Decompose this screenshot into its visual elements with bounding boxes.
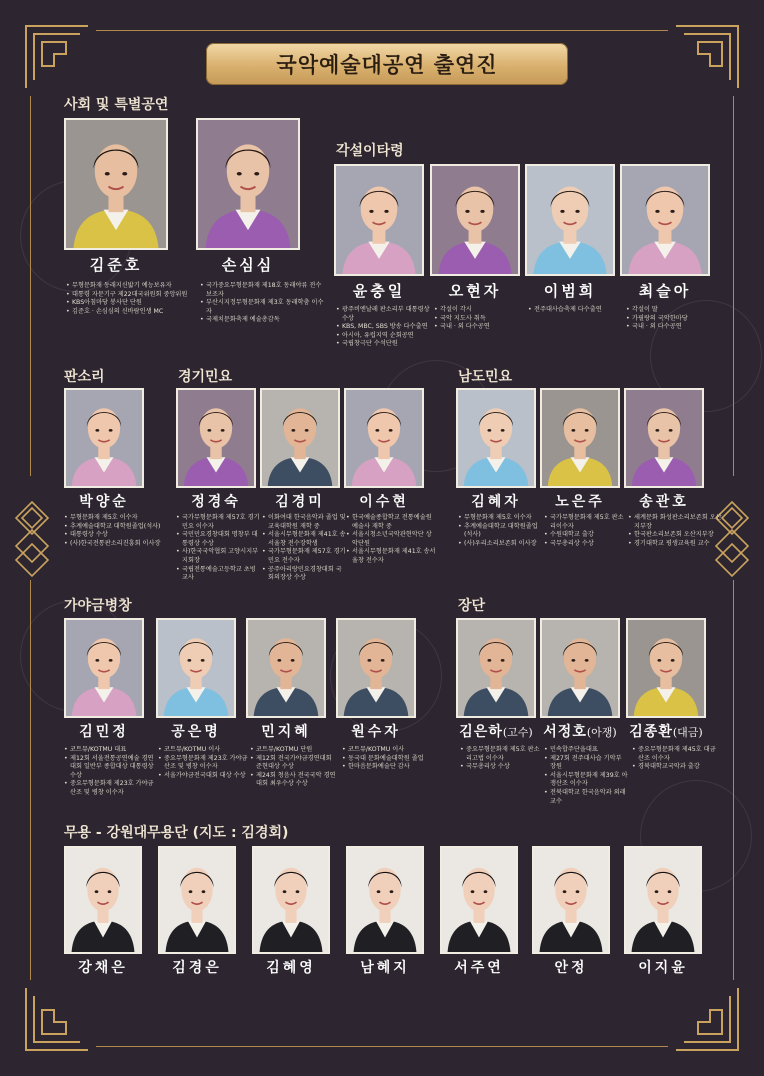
performer-name-text: 최슬아: [638, 282, 692, 300]
bio-item: • 국악 지도사 취득: [434, 315, 524, 324]
performer-photo: [246, 618, 326, 718]
performer-bio: [544, 746, 629, 806]
performer-role: (대금): [672, 726, 703, 739]
performer-photo: [64, 846, 142, 954]
performer-photo: [64, 118, 168, 250]
performer-photo: [540, 618, 620, 718]
performer-photo: [260, 388, 340, 488]
performer-name: [614, 957, 712, 977]
bio-item: • 경기대학교 평생교육원 교수: [628, 540, 723, 549]
performer-name: [242, 957, 340, 977]
bio-item: • 서울시무형문화재 제41호 송서율창 전수장학생: [262, 531, 347, 548]
frame-bottom-line: [96, 1046, 668, 1047]
bio-item: • 대통령 자문기구 제22대국위원회 중앙위원: [66, 291, 196, 300]
title-banner: [206, 43, 568, 85]
performer-name: [614, 491, 714, 511]
frame-left-line: [30, 580, 31, 980]
performer-name-text: 송관호: [639, 494, 689, 510]
corner-ornament-bottom-right: [672, 984, 742, 1054]
performer-card-pansori-0: [64, 388, 144, 488]
performer-card-namdo-0: [456, 388, 536, 488]
performer-name: [430, 957, 528, 977]
performer-name-text: 서주연: [454, 960, 504, 976]
section-label-dance: 무용 - 강원대무용단 (지도 : 김경회): [64, 825, 289, 841]
bio-item: • 제24회 청음사 전국국악 경연대회 최우수상 수상: [250, 772, 338, 789]
bio-item: • 제12회 전국가야금경연대회 준현대상 수상: [250, 755, 338, 772]
performer-bio: [626, 306, 716, 332]
bio-item: • 국립창극단 수석단원: [336, 340, 431, 349]
bio-item: • 국내 · 외 다수공연: [434, 323, 524, 332]
performer-card-dance-0: [64, 846, 142, 954]
performer-photo: [626, 618, 706, 718]
bio-item: • 국가무형문화재 제57호 경기민요 이수자: [176, 514, 261, 531]
performer-card-dance-5: [532, 846, 610, 954]
performer-name: [326, 721, 426, 741]
corner-ornament-bottom-left: [22, 984, 92, 1054]
performer-role: (아쟁): [586, 726, 617, 739]
performer-card-gakseol-0: [334, 164, 424, 276]
frame-left-line: [30, 96, 31, 476]
bio-item: • 가필랑의 국악한마당: [626, 315, 716, 324]
performer-card-gyeonggi-2: [344, 388, 424, 488]
bio-item: • 서울가야금전국대회 대상 수상: [158, 772, 248, 781]
performer-photo: [336, 618, 416, 718]
performer-photo: [252, 846, 330, 954]
performer-name-text: 정경숙: [191, 494, 241, 510]
performer-name-text: 안정: [554, 960, 588, 976]
bio-item: • 동국대 문화예술대학원 졸업: [342, 755, 432, 764]
performer-photo: [624, 388, 704, 488]
performer-name-text: 공은명: [171, 724, 221, 740]
section-label-gakseol: 각설이타령: [336, 143, 404, 159]
bio-item: • (사)한국전통판소리진흥회 이사장: [64, 540, 164, 549]
bio-item: • 민속합주단을대표: [544, 746, 629, 755]
performer-card-dance-3: [346, 846, 424, 954]
performer-name-text: 김경미: [275, 494, 325, 510]
bio-item: • 국가무형문화재 제5호 판소리이수자: [544, 514, 629, 531]
performer-name: [186, 254, 310, 275]
performer-name-text: 김민정: [79, 724, 129, 740]
bio-item: • 중요무형문화재 제45호 대금산조 이수자: [632, 746, 717, 763]
performer-name-text: 김혜영: [266, 960, 316, 976]
bio-item: • 사)한국국악협회 고양시지부 지회장: [176, 548, 261, 565]
performer-name: [324, 280, 434, 301]
performer-name: [522, 957, 620, 977]
performer-photo: [344, 388, 424, 488]
performer-bio: [458, 514, 543, 548]
performer-name-text: 민지혜: [261, 724, 311, 740]
performer-bio: [200, 282, 325, 325]
performer-bio: [434, 306, 524, 332]
performer-name: [616, 721, 716, 741]
performer-name-text: 윤충일: [352, 282, 406, 300]
bio-item: • 한국예술종합학교 전통예술원 예술사 재학 중: [346, 514, 436, 531]
performer-name-text: 노은주: [555, 494, 605, 510]
performer-name: [420, 280, 530, 301]
performer-photo: [624, 846, 702, 954]
performer-card-dance-6: [624, 846, 702, 954]
performer-bio: [528, 306, 618, 315]
performer-card-gakseol-3: [620, 164, 710, 276]
bio-item: • 부산시지정무형문화재 제3호 동래학춤 이수자: [200, 299, 325, 316]
performer-name-text: 김은하: [459, 724, 503, 740]
performer-name: [236, 721, 336, 741]
performer-name-text: 박양순: [79, 494, 129, 510]
diamond-ornament-left: [14, 500, 50, 578]
performer-name: [148, 957, 246, 977]
bio-item: • 코트뮤/KOTMU 단원: [250, 746, 338, 755]
section-label-namdo: 남도민요: [458, 369, 513, 385]
bio-item: • 제12회 서울전통공연예술 경연대회 일반부 종합대상 대통령상 수상: [64, 755, 154, 781]
bio-item: • 무형문화재 동래지신밟기 예능보유자: [66, 282, 196, 291]
bio-item: • 코트뮤/KOTMU 대표: [64, 746, 154, 755]
bio-item: • 서울시무형문화재 제41호 송서율창 전수자: [346, 548, 436, 565]
bio-item: • 국립전통예술고등학교 초빙교사: [176, 566, 261, 583]
performer-name-text: 오현자: [448, 282, 502, 300]
performer-bio: [64, 514, 164, 548]
performer-card-gayageum-1: [156, 618, 236, 718]
performer-name-text: 이범희: [543, 282, 597, 300]
section-label-jangdan: 장단: [458, 598, 486, 614]
performer-photo: [456, 618, 536, 718]
corner-ornament-top-right: [672, 22, 742, 92]
bio-item: • 추계예술대학교 대학원졸업(석사): [64, 523, 164, 532]
performer-name: [146, 721, 246, 741]
bio-item: • 코트뮤/KOTMU 이사: [342, 746, 432, 755]
page-title: 국악예술대공연 출연진: [276, 53, 498, 77]
section-label-gyeonggi: 경기민요: [178, 369, 233, 385]
performer-name: [54, 721, 154, 741]
performer-photo: [440, 846, 518, 954]
bio-item: • KBS아침마당 봉사단 단원: [66, 299, 196, 308]
frame-right-line: [733, 580, 734, 980]
performer-name: [54, 254, 178, 275]
performer-name: [610, 280, 720, 301]
performer-bio: [262, 514, 347, 583]
bio-item: • 김준호 · 손심심의 신바람인생 MC: [66, 308, 196, 317]
bio-item: • 국민민요경창대회 명창부 대통령상 수상: [176, 531, 261, 548]
performer-bio: [158, 746, 248, 780]
performer-card-gayageum-3: [336, 618, 416, 718]
performer-card-gayageum-2: [246, 618, 326, 718]
performer-card-namdo-1: [540, 388, 620, 488]
performer-card-dance-2: [252, 846, 330, 954]
performer-name-text: 김종환: [629, 724, 673, 740]
performer-bio: [336, 306, 431, 349]
section-label-social: 사회 및 특별공연: [64, 97, 169, 113]
performer-name-text: 이지윤: [638, 960, 688, 976]
bio-item: • 무형문화재 제5호 이수자: [64, 514, 164, 523]
performer-name-text: 김경은: [172, 960, 222, 976]
bio-item: • 경북대학교국악과 출강: [632, 763, 717, 772]
corner-ornament-top-left: [22, 22, 92, 92]
bio-item: • 세계문화 화성판소리보존회 오산지부장: [628, 514, 723, 531]
performer-card-jangdan-2: [626, 618, 706, 718]
bio-item: • 국무총리상 수상: [460, 763, 545, 772]
bio-item: • 한마음문화예술단 감사: [342, 763, 432, 772]
performer-card-jangdan-0: [456, 618, 536, 718]
performer-bio: [66, 282, 196, 316]
bio-item: • 중요무형문화재 제23호 가야금산조 및 병창 이수자: [158, 755, 248, 772]
performer-bio: [250, 746, 338, 789]
performer-photo: [430, 164, 520, 276]
performer-card-namdo-2: [624, 388, 704, 488]
performer-card-social-0: [64, 118, 168, 250]
performer-photo: [346, 846, 424, 954]
performer-photo: [156, 618, 236, 718]
performer-photo: [620, 164, 710, 276]
performer-photo: [532, 846, 610, 954]
performer-bio: [64, 746, 154, 798]
performer-name-text: 이수현: [359, 494, 409, 510]
performer-photo: [64, 388, 144, 488]
bio-item: • 한국판소리보존회 오산지부장: [628, 531, 723, 540]
bio-item: • 서울시청소년국악관현악단 상악단원: [346, 531, 436, 548]
bio-item: • 국가무형문화재 제57호 경기민요 전수자: [262, 548, 347, 565]
performer-photo: [64, 618, 144, 718]
bio-item: • 추계예술대학교 대학원졸업(석사): [458, 523, 543, 540]
frame-right-line: [733, 96, 734, 476]
performer-bio: [632, 746, 717, 772]
performer-name-text: 남혜지: [360, 960, 410, 976]
bio-item: • 국무총리상 수상: [544, 540, 629, 549]
performer-name: [530, 721, 630, 741]
performer-name: [54, 491, 154, 511]
performer-photo: [196, 118, 300, 250]
bio-item: • 중요무형문화재 제23호 가야금산조 및 병창 이수자: [64, 780, 154, 797]
bio-item: • 각설이 각시: [434, 306, 524, 315]
performer-card-social-1: [196, 118, 300, 250]
performer-photo: [540, 388, 620, 488]
bio-item: • 국내 · 외 다수공연: [626, 323, 716, 332]
performer-name: [54, 957, 152, 977]
performer-name-text: 김준호: [89, 256, 143, 274]
bio-item: • 전북대학교 한국음악과 외래교수: [544, 789, 629, 806]
performer-role: (고수): [502, 726, 533, 739]
performer-bio: [460, 746, 545, 772]
performer-card-gayageum-0: [64, 618, 144, 718]
bio-item: • 서울시무형문화재 제39호 아쟁산조 이수자: [544, 772, 629, 789]
bio-item: • (사)우리소리보존회 이사장: [458, 540, 543, 549]
performer-photo: [456, 388, 536, 488]
performer-name-text: 원수자: [351, 724, 401, 740]
performer-photo: [158, 846, 236, 954]
bio-item: • 수원대학교 출강: [544, 531, 629, 540]
performer-bio: [346, 514, 436, 566]
performer-card-dance-4: [440, 846, 518, 954]
performer-bio: [342, 746, 432, 772]
performer-name-text: 손심심: [221, 256, 275, 274]
bio-item: • 아시아, 유럽지역 순회공연: [336, 332, 431, 341]
performer-card-gyeonggi-0: [176, 388, 256, 488]
section-label-gayageum: 가야금병창: [64, 598, 132, 614]
bio-item: • 국제치문화축제 예술총감독: [200, 316, 325, 325]
section-label-pansori: 판소리: [64, 369, 105, 385]
bio-item: • 국가중요무형문화재 제18호 동래야류 전수보조자: [200, 282, 325, 299]
performer-name-text: 강채은: [78, 960, 128, 976]
performer-name-text: 김혜자: [471, 494, 521, 510]
performer-bio: [544, 514, 629, 548]
performer-name: [334, 491, 434, 511]
performer-card-jangdan-1: [540, 618, 620, 718]
performer-photo: [525, 164, 615, 276]
performer-card-gakseol-1: [430, 164, 520, 276]
performer-bio: [628, 514, 723, 548]
bio-item: • KBS, MBC, SBS 방송 다수출연: [336, 323, 431, 332]
performer-name-text: 서정호: [543, 724, 587, 740]
bio-item: • 광주비엔날레 판소리부 대통령상 수상: [336, 306, 431, 323]
frame-top-line: [96, 30, 668, 31]
performer-photo: [176, 388, 256, 488]
bio-item: • 무형문화재 제5호 이수자: [458, 514, 543, 523]
performer-card-gakseol-2: [525, 164, 615, 276]
bio-item: • 제27회 전주대사습 기악부 장원: [544, 755, 629, 772]
performer-name: [515, 280, 625, 301]
performer-card-gyeonggi-1: [260, 388, 340, 488]
bio-item: • 대통령상 수상: [64, 531, 164, 540]
bio-item: • 각설이 딸: [626, 306, 716, 315]
bio-item: • 전주대사습축제 다수출연: [528, 306, 618, 315]
bio-item: • 코트뮤/KOTMU 이사: [158, 746, 248, 755]
performer-name: [336, 957, 434, 977]
performer-bio: [176, 514, 261, 583]
performer-card-dance-1: [158, 846, 236, 954]
bio-item: • 이화여대 한국음악과 졸업 및 교육대학원 재학 중: [262, 514, 347, 531]
performer-photo: [334, 164, 424, 276]
bio-item: • 공주아리랑민요경창대회 국회의장상 수상: [262, 566, 347, 583]
bio-item: • 중요무형문화재 제5호 판소리고법 이수자: [460, 746, 545, 763]
